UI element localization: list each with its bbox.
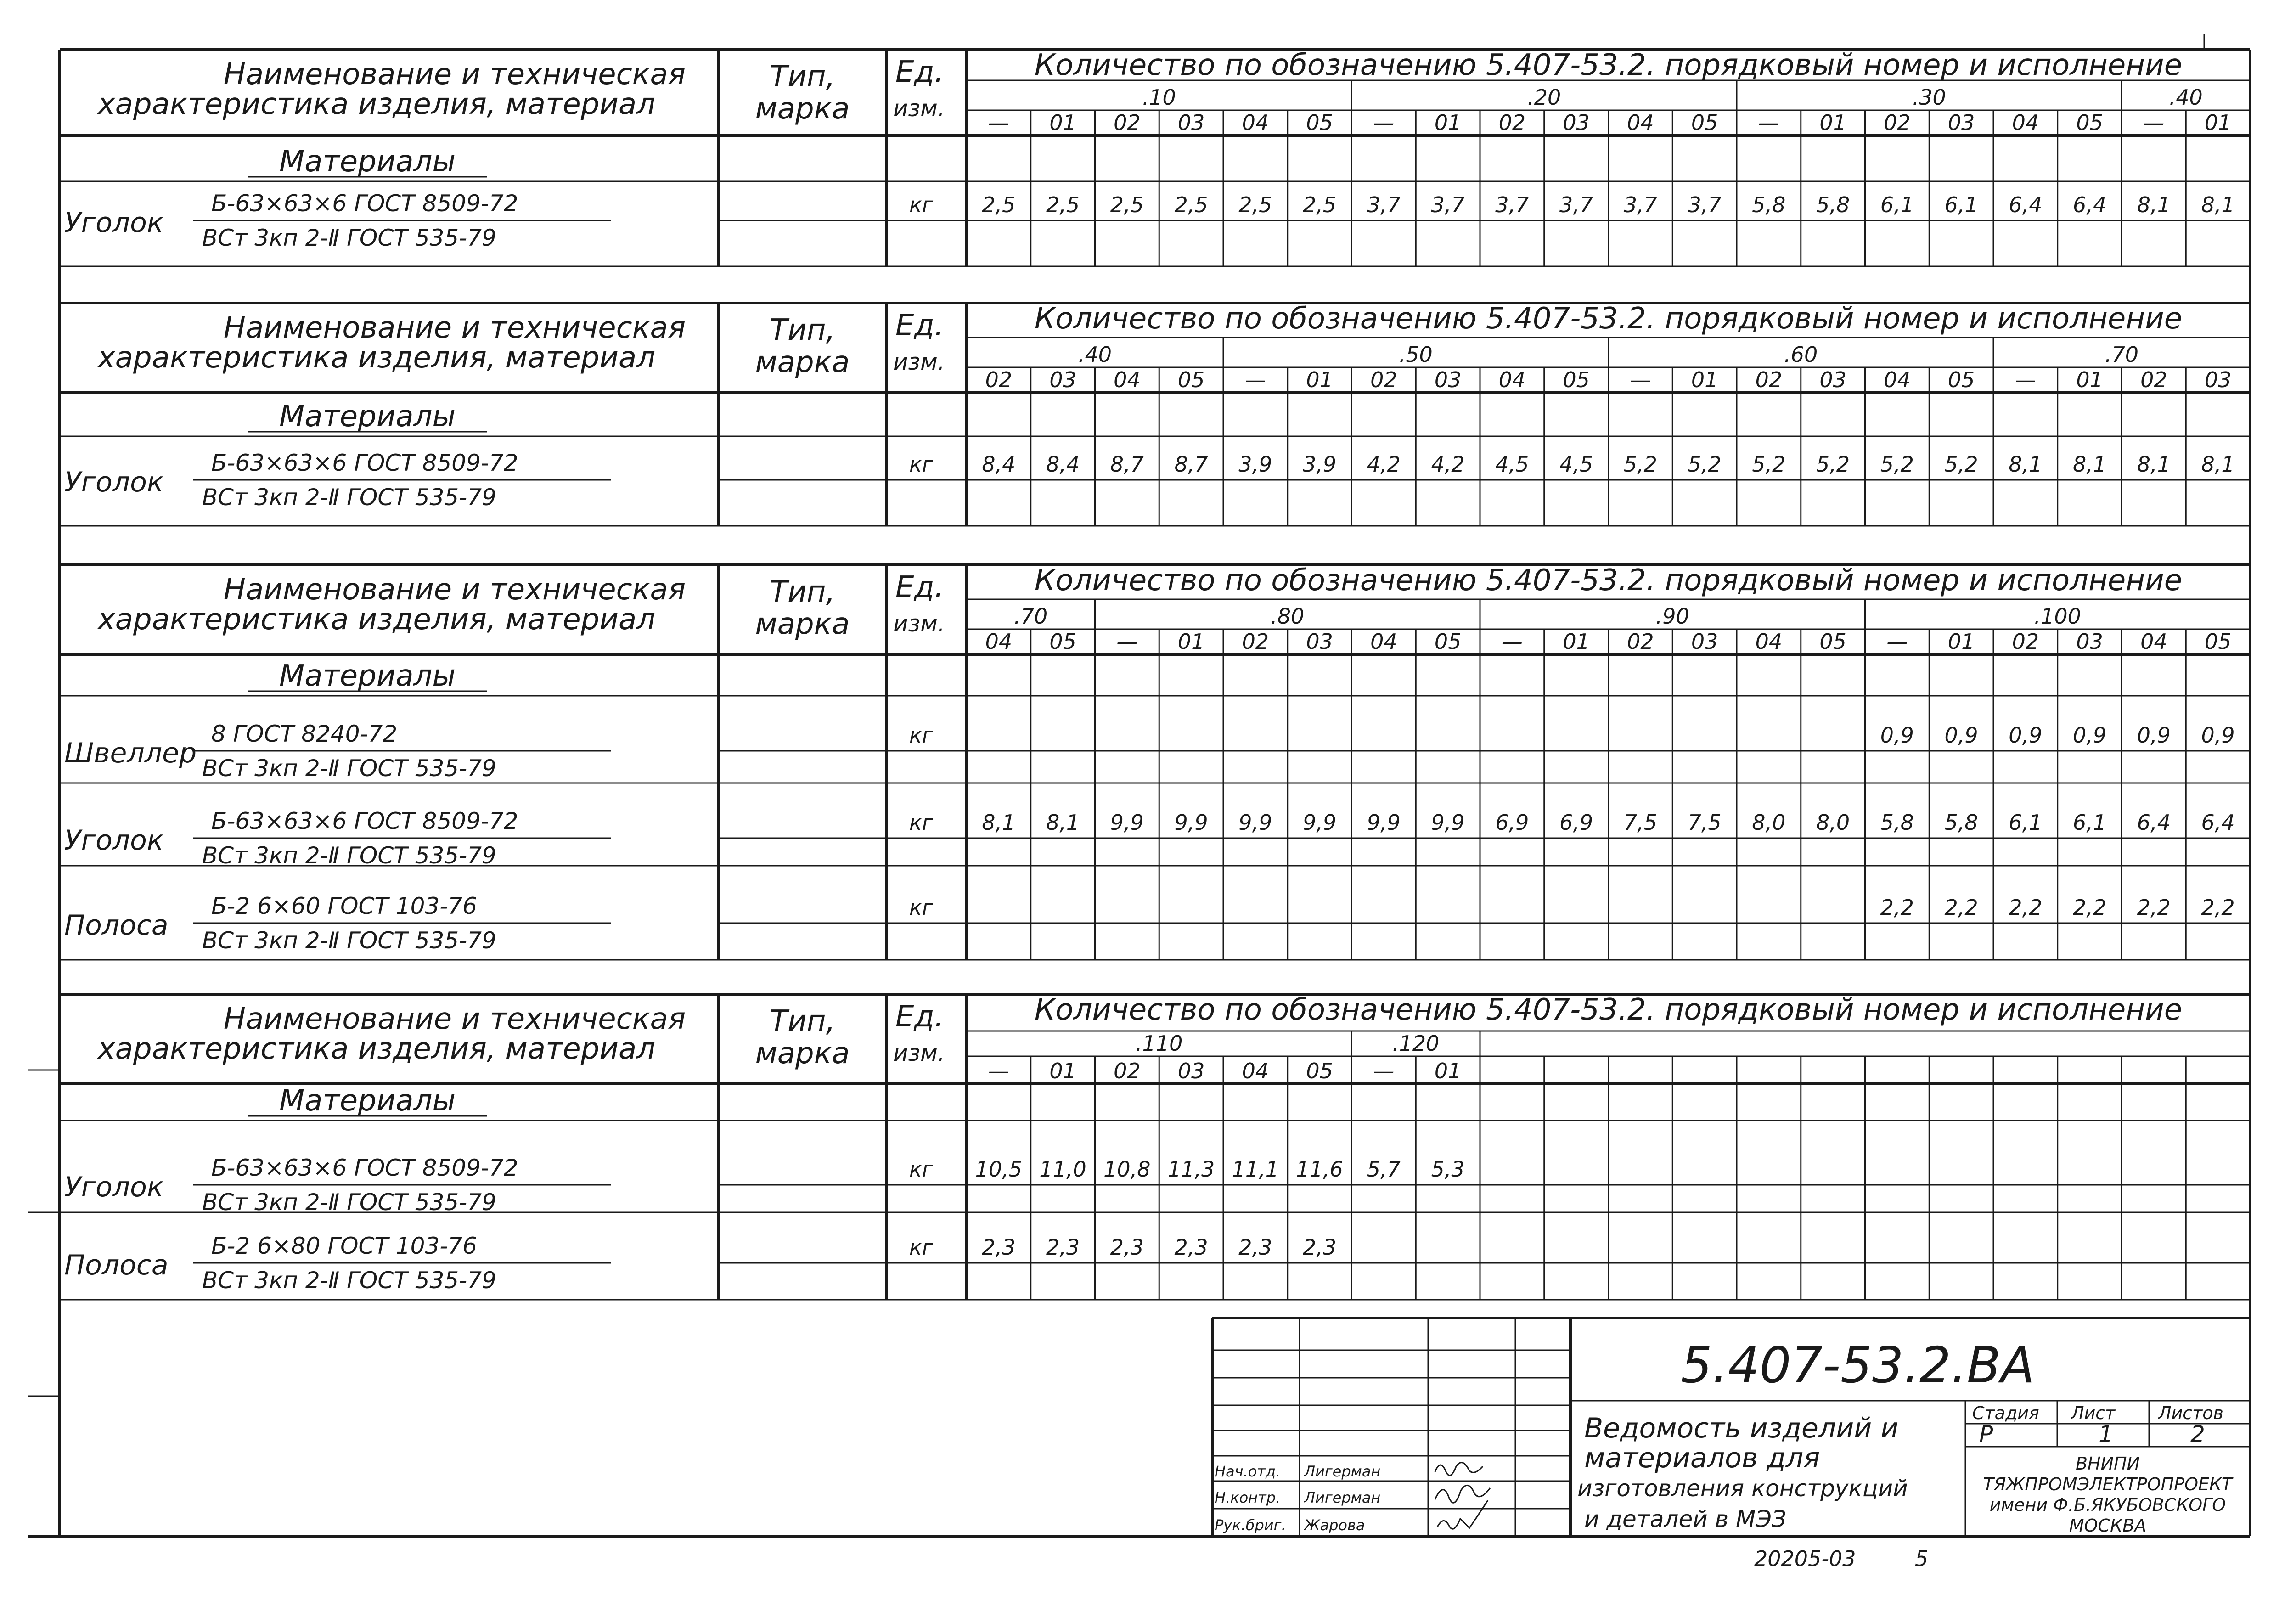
version-column-label: 05 [1947, 367, 1975, 392]
quantity-cell: 4,5 [1559, 452, 1593, 477]
quantity-cell: 6,1 [1944, 192, 1978, 217]
page-number: 5 [1915, 1546, 1929, 1571]
quantity-cell: 0,9 [1944, 723, 1978, 748]
signature-role-2: Н.контр. [1215, 1489, 1281, 1506]
version-column-label: — [1244, 367, 1266, 392]
materials-table-4 [60, 993, 2250, 1300]
signature-name-2: Лигерман [1304, 1489, 1381, 1506]
materials-table-2 [60, 302, 2250, 565]
version-group-label: .80 [1271, 604, 1305, 629]
unit-header-line-2: изм. [893, 1040, 945, 1066]
quantity-cell: 5,2 [1623, 452, 1657, 477]
version-column-label: — [1373, 110, 1395, 135]
quantity-cell: 9,9 [1174, 810, 1208, 835]
quantity-cell: 11,1 [1232, 1157, 1279, 1182]
version-column-label: 01 [1691, 367, 1718, 392]
handwritten-signature-3 [1437, 1500, 1488, 1529]
version-group-label: .40 [2169, 85, 2203, 110]
quantity-cell: 8,7 [1110, 452, 1144, 477]
materials-section-label: Материалы [279, 145, 456, 179]
title-line-3: изготовления конструкций [1577, 1475, 1908, 1502]
name-header-line-2: характеристика изделия, материал [97, 341, 656, 375]
signature-name-3: Жарова [1304, 1516, 1365, 1534]
version-column-label: 04 [1627, 110, 1654, 135]
version-column-label: — [1501, 629, 1523, 654]
version-group-label: .30 [1912, 85, 1946, 110]
quantity-cell: 8,4 [982, 452, 1016, 477]
version-group-label: .110 [1136, 1031, 1183, 1056]
unit-header-line-2: изм. [893, 610, 945, 637]
version-column-label: 05 [1434, 629, 1462, 654]
quantity-cell: 6,1 [2073, 810, 2107, 835]
quantity-cell: 3,7 [1431, 192, 1465, 217]
unit-header-line-1: Ед. [895, 1000, 944, 1034]
type-header-line-2: марка [755, 1037, 850, 1070]
quantity-cell: 2,3 [982, 1235, 1016, 1260]
version-column-label: — [988, 1059, 1009, 1083]
quantity-cell: 6,4 [2201, 810, 2235, 835]
version-column-label: 02 [985, 367, 1013, 392]
quantity-cell: 3,7 [1559, 192, 1593, 217]
quantity-cell: 9,9 [1303, 810, 1337, 835]
stage-value: Р [1979, 1421, 1993, 1448]
org-line-4: МОСКВА [2069, 1515, 2147, 1536]
quantity-cell: 3,7 [1367, 192, 1401, 217]
version-group-label: .120 [1392, 1031, 1440, 1056]
version-column-label: 02 [2012, 629, 2039, 654]
version-column-label: 02 [1627, 629, 1654, 654]
quantity-cell: 10,8 [1103, 1157, 1151, 1182]
version-column-label: 04 [985, 629, 1013, 654]
type-header-line-2: марка [755, 345, 850, 379]
quantity-cell: 9,9 [1238, 810, 1272, 835]
signature-name-1: Лигерман [1304, 1463, 1381, 1480]
material-spec-top: Б-63×63×6 ГОСТ 8509-72 [211, 1155, 518, 1181]
version-column-label: 05 [2204, 629, 2232, 654]
quantity-cell: 7,5 [1623, 810, 1657, 835]
version-column-label: 01 [1049, 1059, 1076, 1083]
quantity-cell: 6,4 [2073, 192, 2107, 217]
version-column-label: 05 [1306, 110, 1333, 135]
version-column-label: 01 [1434, 110, 1462, 135]
quantity-cell: 2,2 [1944, 895, 1978, 920]
version-column-label: — [2143, 110, 2165, 135]
version-column-label: 04 [1242, 1059, 1269, 1083]
quantity-cell: 3,7 [1623, 192, 1657, 217]
version-group-label: .90 [1655, 604, 1689, 629]
quantity-cell: 8,1 [2073, 452, 2107, 477]
version-column-label: 05 [2076, 110, 2103, 135]
signature-role-3: Рук.бриг. [1215, 1516, 1286, 1534]
name-header-line-2: характеристика изделия, материал [97, 603, 656, 637]
version-column-label: 04 [1242, 110, 1269, 135]
quantity-cell: 6,1 [1880, 192, 1914, 217]
unit-cell: кг [909, 1157, 933, 1182]
quantity-cell: 6,4 [2137, 810, 2171, 835]
version-column-label: 01 [1947, 629, 1975, 654]
quantity-cell: 11,6 [1296, 1157, 1343, 1182]
version-column-label: 04 [1370, 629, 1397, 654]
quantity-cell: 8,1 [2201, 192, 2235, 217]
version-group-label: .70 [2105, 342, 2139, 367]
quantity-cell: 8,4 [1046, 452, 1080, 477]
materials-table-1 [60, 48, 2250, 303]
version-column-label: 01 [1306, 367, 1333, 392]
quantity-cell: 0,9 [1880, 723, 1914, 748]
unit-cell: кг [909, 723, 933, 748]
quantity-cell: 5,2 [1880, 452, 1914, 477]
quantity-cell: 2,3 [1303, 1235, 1337, 1260]
version-column-label: 01 [1177, 629, 1205, 654]
material-spec-bottom: ВСт 3кп 2-Ⅱ ГОСТ 535-79 [202, 1267, 496, 1294]
version-column-label: 02 [1242, 629, 1269, 654]
quantity-header: Количество по обозначению 5.407-53.2. порядковый номер и исполнение [1034, 302, 2183, 336]
name-header-line-1: Наименование и техническая [223, 311, 686, 345]
version-column-label: 03 [1947, 110, 1975, 135]
version-column-label: 03 [2076, 629, 2103, 654]
quantity-cell: 6,9 [1559, 810, 1593, 835]
version-group-label: .20 [1527, 85, 1561, 110]
material-name: Уголок [64, 824, 164, 856]
version-group-label: .40 [1078, 342, 1112, 367]
quantity-cell: 5,8 [1816, 192, 1850, 217]
quantity-cell: 8,1 [2137, 192, 2171, 217]
version-column-label: 04 [1755, 629, 1783, 654]
quantity-cell: 0,9 [2009, 723, 2043, 748]
quantity-cell: 0,9 [2137, 723, 2171, 748]
material-spec-top: Б-63×63×6 ГОСТ 8509-72 [211, 450, 518, 476]
name-header-line-1: Наименование и техническая [223, 1002, 686, 1036]
version-column-label: 05 [1049, 629, 1076, 654]
quantity-cell: 8,0 [1752, 810, 1786, 835]
quantity-cell: 2,2 [2137, 895, 2171, 920]
handwritten-signature-2 [1435, 1485, 1490, 1503]
version-column-label: — [1373, 1059, 1395, 1083]
quantity-cell: 2,5 [1046, 192, 1080, 217]
quantity-cell: 11,3 [1167, 1157, 1215, 1182]
version-group-label: .50 [1399, 342, 1433, 367]
quantity-cell: 6,9 [1495, 810, 1529, 835]
material-name: Уголок [64, 207, 164, 239]
quantity-cell: 7,5 [1688, 810, 1722, 835]
version-column-label: 01 [2204, 110, 2232, 135]
quantity-cell: 4,2 [1367, 452, 1401, 477]
version-column-label: 03 [1434, 367, 1462, 392]
sheet-frame [28, 34, 2250, 1536]
quantity-cell: 4,2 [1431, 452, 1465, 477]
material-name: Швеллер [64, 737, 197, 769]
version-column-label: 05 [1819, 629, 1846, 654]
version-column-label: 04 [2140, 629, 2167, 654]
quantity-cell: 2,5 [1174, 192, 1208, 217]
version-column-label: 03 [1177, 1059, 1205, 1083]
quantity-cell: 9,9 [1431, 810, 1465, 835]
unit-header-line-1: Ед. [895, 309, 944, 343]
materials-table-3 [60, 563, 2250, 994]
title-line-4: и деталей в МЭЗ [1584, 1506, 1787, 1532]
quantity-cell: 9,9 [1110, 810, 1144, 835]
version-column-label: — [2015, 367, 2036, 392]
unit-cell: кг [909, 810, 933, 835]
version-column-label: 05 [1691, 110, 1718, 135]
sheet-value: 1 [2099, 1421, 2113, 1448]
quantity-cell: 5,7 [1367, 1157, 1401, 1182]
type-header-line-1: Тип, [770, 575, 835, 609]
material-spec-bottom: ВСт 3кп 2-Ⅱ ГОСТ 535-79 [202, 484, 496, 511]
version-group-label: .60 [1784, 342, 1818, 367]
name-header-line-2: характеристика изделия, материал [97, 87, 656, 121]
title-line-2: материалов для [1584, 1442, 1820, 1474]
version-column-label: 04 [1114, 367, 1141, 392]
quantity-cell: 2,2 [2073, 895, 2107, 920]
version-column-label: 04 [1884, 367, 1911, 392]
materials-section-label: Материалы [279, 659, 456, 693]
archive-number: 20205-03 [1754, 1546, 1856, 1571]
quantity-cell: 5,2 [1688, 452, 1722, 477]
material-spec-bottom: ВСт 3кп 2-Ⅱ ГОСТ 535-79 [202, 1189, 496, 1216]
quantity-cell: 2,3 [1174, 1235, 1208, 1260]
materials-section-label: Материалы [279, 400, 456, 434]
quantity-cell: 8,7 [1174, 452, 1208, 477]
version-column-label: 03 [1306, 629, 1333, 654]
quantity-cell: 5,2 [1816, 452, 1850, 477]
material-spec-bottom: ВСт 3кп 2-Ⅱ ГОСТ 535-79 [202, 842, 496, 869]
quantity-cell: 2,3 [1238, 1235, 1272, 1260]
version-column-label: 05 [1563, 367, 1590, 392]
type-header-line-2: марка [755, 92, 850, 126]
material-spec-bottom: ВСт 3кп 2-Ⅱ ГОСТ 535-79 [202, 225, 496, 251]
quantity-cell: 5,2 [1752, 452, 1786, 477]
handwritten-signature-1 [1435, 1463, 1483, 1476]
quantity-cell: 3,9 [1238, 452, 1272, 477]
unit-header-line-2: изм. [893, 95, 945, 122]
quantity-cell: 2,3 [1110, 1235, 1144, 1260]
material-spec-top: Б-2 6×60 ГОСТ 103-76 [211, 893, 477, 919]
org-line-2: ТЯЖПРОМЭЛЕКТРОПРОЕКТ [1983, 1474, 2233, 1494]
version-column-label: 04 [2012, 110, 2039, 135]
quantity-cell: 9,9 [1367, 810, 1401, 835]
quantity-header: Количество по обозначению 5.407-53.2. порядковый номер и исполнение [1034, 48, 2183, 82]
material-name: Уголок [64, 1171, 164, 1203]
quantity-cell: 8,1 [2137, 452, 2171, 477]
quantity-cell: 5,8 [1752, 192, 1786, 217]
version-column-label: 03 [1563, 110, 1590, 135]
version-column-label: 01 [1819, 110, 1846, 135]
materials-section-label: Материалы [279, 1084, 456, 1118]
quantity-cell: 5,2 [1944, 452, 1978, 477]
material-spec-top: Б-2 6×80 ГОСТ 103-76 [211, 1233, 477, 1259]
version-column-label: — [1630, 367, 1651, 392]
sheet-label: Лист [2071, 1403, 2116, 1423]
material-spec-top: 8 ГОСТ 8240-72 [211, 721, 398, 747]
version-group-label: .70 [1014, 604, 1048, 629]
unit-cell: кг [909, 192, 933, 217]
version-column-label: — [1886, 629, 1908, 654]
quantity-cell: 4,5 [1495, 452, 1529, 477]
material-spec-top: Б-63×63×6 ГОСТ 8509-72 [211, 808, 518, 834]
quantity-cell: 2,3 [1046, 1235, 1080, 1260]
quantity-cell: 5,8 [1944, 810, 1978, 835]
unit-cell: кг [909, 1235, 933, 1260]
material-spec-top: Б-63×63×6 ГОСТ 8509-72 [211, 190, 518, 217]
quantity-cell: 2,2 [2201, 895, 2235, 920]
name-header-line-1: Наименование и техническая [223, 57, 686, 91]
version-column-label: 05 [1177, 367, 1205, 392]
quantity-cell: 8,1 [2201, 452, 2235, 477]
material-spec-bottom: ВСт 3кп 2-Ⅱ ГОСТ 535-79 [202, 755, 496, 782]
name-header-line-2: характеристика изделия, материал [97, 1032, 656, 1066]
name-header-line-1: Наименование и техническая [223, 573, 686, 607]
version-column-label: — [988, 110, 1009, 135]
quantity-header: Количество по обозначению 5.407-53.2. порядковый номер и исполнение [1034, 563, 2183, 597]
version-column-label: 01 [1563, 629, 1590, 654]
quantity-cell: 8,0 [1816, 810, 1850, 835]
version-column-label: 01 [2076, 367, 2103, 392]
quantity-cell: 8,1 [982, 810, 1016, 835]
quantity-cell: 11,0 [1039, 1157, 1086, 1182]
signature-role-1: Нач.отд. [1215, 1463, 1281, 1480]
quantity-cell: 3,9 [1303, 452, 1337, 477]
version-column-label: 03 [1819, 367, 1846, 392]
type-header-line-1: Тип, [770, 313, 835, 347]
quantity-cell: 0,9 [2073, 723, 2107, 748]
version-column-label: 02 [1498, 110, 1526, 135]
type-header-line-1: Тип, [770, 1004, 835, 1038]
version-column-label: — [1116, 629, 1138, 654]
quantity-cell: 5,8 [1880, 810, 1914, 835]
quantity-cell: 2,5 [1238, 192, 1272, 217]
version-column-label: 03 [1177, 110, 1205, 135]
version-column-label: 04 [1498, 367, 1526, 392]
version-column-label: 02 [1114, 110, 1141, 135]
version-column-label: 02 [2140, 367, 2167, 392]
unit-header-line-2: изм. [893, 349, 945, 375]
stage-label: Стадия [1972, 1403, 2039, 1423]
version-column-label: 01 [1434, 1059, 1462, 1083]
version-group-label: .100 [2034, 604, 2081, 629]
material-spec-bottom: ВСт 3кп 2-Ⅱ ГОСТ 535-79 [202, 927, 496, 954]
title-line-1: Ведомость изделий и [1584, 1412, 1899, 1444]
version-column-label: — [1758, 110, 1779, 135]
sheets-label: Листов [2158, 1403, 2223, 1423]
version-column-label: 01 [1049, 110, 1076, 135]
quantity-header: Количество по обозначению 5.407-53.2. порядковый номер и исполнение [1034, 993, 2183, 1027]
unit-header-line-1: Ед. [895, 570, 944, 604]
quantity-cell: 8,1 [1046, 810, 1080, 835]
quantity-cell: 2,2 [1880, 895, 1914, 920]
quantity-cell: 8,1 [2009, 452, 2043, 477]
version-column-label: 02 [1755, 367, 1783, 392]
version-column-label: 03 [2204, 367, 2232, 392]
quantity-cell: 3,7 [1495, 192, 1529, 217]
quantity-cell: 10,5 [975, 1157, 1023, 1182]
version-column-label: 03 [1691, 629, 1718, 654]
quantity-cell: 6,1 [2009, 810, 2043, 835]
title-block [1212, 1318, 2250, 1536]
version-column-label: 02 [1884, 110, 1911, 135]
version-column-label: 05 [1306, 1059, 1333, 1083]
quantity-cell: 6,4 [2009, 192, 2043, 217]
version-column-label: 02 [1114, 1059, 1141, 1083]
quantity-cell: 3,7 [1688, 192, 1722, 217]
org-line-3: имени Ф.Б.ЯКУБОВСКОГО [1989, 1495, 2226, 1515]
quantity-cell: 2,2 [2009, 895, 2043, 920]
org-line-1: ВНИПИ [2075, 1454, 2140, 1474]
specification-tables [60, 48, 2250, 1300]
version-group-label: .10 [1142, 85, 1176, 110]
unit-header-line-1: Ед. [895, 55, 944, 89]
material-name: Полоса [64, 1249, 169, 1281]
version-column-label: 02 [1370, 367, 1397, 392]
quantity-cell: 2,5 [1110, 192, 1144, 217]
quantity-cell: 0,9 [2201, 723, 2235, 748]
material-name: Уголок [64, 466, 164, 498]
unit-cell: кг [909, 895, 933, 920]
type-header-line-2: марка [755, 607, 850, 641]
unit-cell: кг [909, 452, 933, 477]
type-header-line-1: Тип, [770, 60, 835, 94]
quantity-cell: 2,5 [1303, 192, 1337, 217]
quantity-cell: 5,3 [1431, 1157, 1465, 1182]
sheets-value: 2 [2190, 1421, 2205, 1448]
version-column-label: 03 [1049, 367, 1076, 392]
document-code: 5.407-53.2.ВА [1681, 1337, 2035, 1394]
quantity-cell: 2,5 [982, 192, 1016, 217]
material-name: Полоса [64, 909, 169, 941]
